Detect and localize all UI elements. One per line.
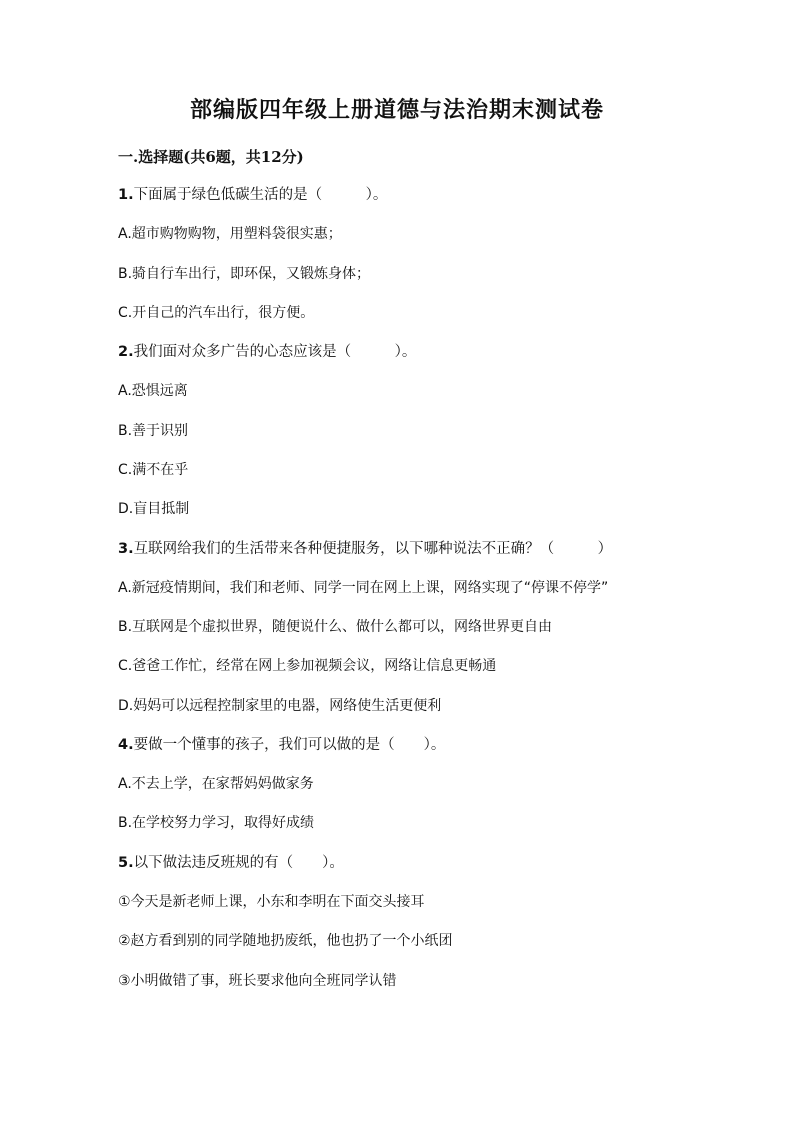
question-number: 2. xyxy=(118,344,134,361)
question-3-option-c: C.爸爸工作忙，经常在网上参加视频会议，网络让信息更畅通 xyxy=(118,658,497,675)
question-3-option-d: D.妈妈可以远程控制家里的电器，网络使生活更便利 xyxy=(118,697,442,714)
question-4-option-a: A.不去上学，在家帮妈妈做家务 xyxy=(118,776,314,793)
question-number: 1. xyxy=(118,187,134,203)
question-1-option-c: C.开自己的汽车出行，很方便。 xyxy=(118,304,315,321)
question-2-option-b: B.善于识别 xyxy=(118,422,189,439)
question-3 xyxy=(118,539,684,559)
question-2-option-a: A.恐惧远离 xyxy=(118,383,188,400)
question-1-option-b: B.骑自行车出行，即环保，又锻炼身体； xyxy=(118,265,371,282)
question-3-option-a: A.新冠疫情期间，我们和老师、同学一同在网上上课，网络实现了“停课不停学” xyxy=(118,579,609,596)
question-text: 以下做法违反班规的有（ ）。 xyxy=(133,854,344,871)
question-2-option-d: D.盲目抵制 xyxy=(118,501,190,518)
question-5 xyxy=(118,853,684,873)
question-3-option-b: B.互联网是个虚拟世界，随便说什么、做什么都可以，网络世界更自由 xyxy=(118,618,553,635)
question-5-statement-3: ③小明做错了事，班长要求他向全班同学认错 xyxy=(118,972,397,989)
question-text: 要做一个懂事的孩子，我们可以做的是（ ）。 xyxy=(133,736,446,753)
question-2 xyxy=(118,342,684,362)
question-text: 我们面对众多广告的心态应该是（ ）。 xyxy=(133,344,417,361)
question-text: 下面属于绿色低碳生活的是（ ）。 xyxy=(133,187,388,203)
question-number: 5. xyxy=(118,854,134,871)
question-5-statement-1: ①今天是新老师上课，小东和李明在下面交头接耳 xyxy=(118,894,425,911)
question-text: 互联网给我们的生活带来各种便捷服务，以下哪种说法不正确？（ ） xyxy=(133,540,613,557)
question-2-option-c: C.满不在乎 xyxy=(118,462,189,479)
question-number: 3. xyxy=(118,540,134,557)
exam-title: 部编版四年级上册道德与法治期末测试卷 xyxy=(189,97,604,123)
question-1-option-a: A.超市购物购物，用塑料袋很实惠； xyxy=(118,226,342,243)
question-4-option-b: B.在学校努力学习，取得好成绩 xyxy=(118,815,315,832)
question-list xyxy=(118,185,684,1010)
section-heading: 一.选择题(共6题，共12分) xyxy=(118,148,304,166)
question-number: 4. xyxy=(118,736,134,753)
question-4 xyxy=(118,735,684,755)
question-1 xyxy=(118,185,684,205)
question-5-statement-2: ②赵方看到别的同学随地扔废纸，他也扔了一个小纸团 xyxy=(118,933,453,950)
